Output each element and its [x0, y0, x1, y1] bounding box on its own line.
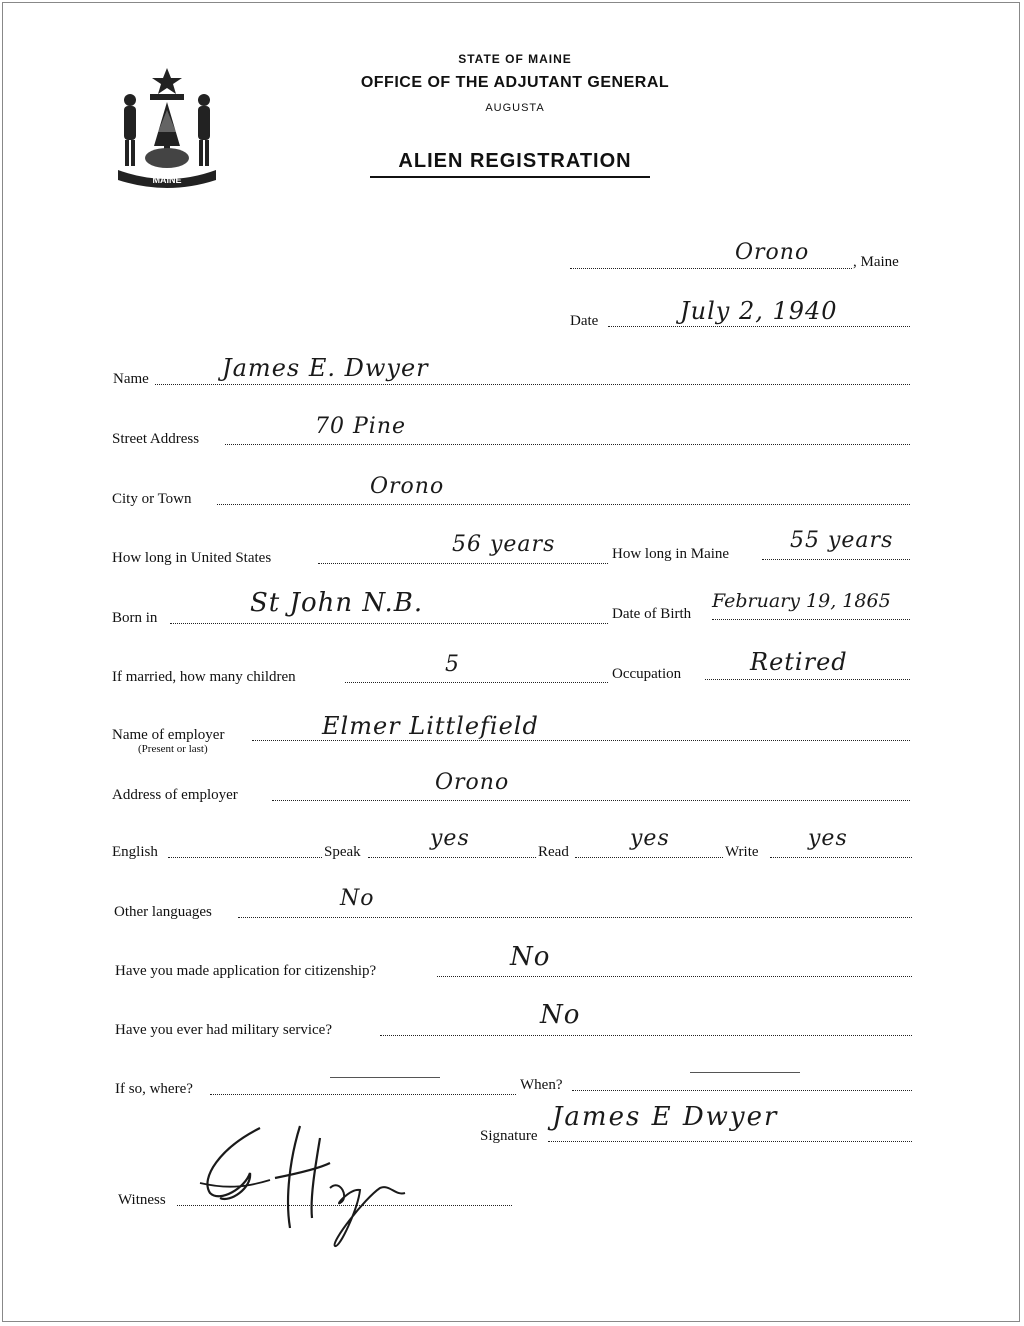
occupation-label: Occupation: [612, 666, 682, 682]
if-so-where-label: If so, where?: [115, 1081, 193, 1097]
children-label: If married, how many children: [112, 669, 296, 685]
header-city: AUGUSTA: [485, 102, 545, 114]
header-office: OFFICE OF THE ADJUTANT GENERAL: [360, 74, 670, 91]
military-label: Have you ever had military service?: [115, 1022, 332, 1038]
military-line: [380, 1035, 912, 1036]
city-value: Orono: [370, 474, 445, 499]
street-line: [225, 444, 910, 445]
witness-signature-icon: [190, 1118, 410, 1258]
employer-label: Name of employer: [112, 727, 225, 743]
signature-value: James E Dwyer: [552, 1102, 779, 1132]
english-label: English: [112, 844, 158, 860]
english-line: [168, 857, 322, 858]
dob-line: [712, 619, 910, 620]
date-value: July 2, 1940: [680, 297, 838, 325]
when-dash: [690, 1072, 800, 1073]
seal-text: MAINE: [152, 175, 182, 185]
born-in-label: Born in: [112, 610, 158, 626]
witness-label: Witness: [118, 1192, 166, 1208]
name-label: Name: [113, 371, 149, 387]
title-underline: [370, 176, 650, 178]
citizenship-label: Have you made application for citizenship?: [115, 963, 377, 979]
street-value: 70 Pine: [315, 414, 407, 439]
occupation-value: Retired: [750, 648, 848, 676]
header-state: STATE OF MAINE: [458, 52, 572, 66]
employer-address-line: [272, 800, 910, 801]
write-value: yes: [808, 826, 848, 851]
citizenship-value: No: [510, 942, 551, 972]
street-label: Street Address: [112, 431, 200, 447]
long-us-label: How long in United States: [112, 550, 272, 566]
other-languages-label: Other languages: [114, 904, 212, 920]
form-title: ALIEN REGISTRATION: [398, 150, 632, 172]
long-maine-label: How long in Maine: [612, 546, 730, 562]
military-value: No: [540, 1000, 581, 1030]
speak-label: Speak: [324, 844, 361, 860]
speak-line: [368, 857, 536, 858]
long-maine-line: [762, 559, 910, 560]
long-maine-value: 55 years: [790, 528, 894, 553]
dob-label: Date of Birth: [612, 606, 692, 622]
town-value: Orono: [735, 240, 810, 265]
dob-value: February 19, 1865: [712, 590, 891, 612]
employer-value: Elmer Littlefield: [322, 712, 539, 740]
born-in-line: [170, 623, 608, 624]
name-line: [155, 384, 910, 385]
town-line: [570, 268, 852, 269]
read-value: yes: [630, 826, 670, 851]
long-us-value: 56 years: [452, 532, 556, 557]
signature-label: Signature: [480, 1128, 538, 1144]
form-page: [2, 2, 1020, 1322]
citizenship-line: [437, 976, 912, 977]
city-line: [217, 504, 910, 505]
employer-address-value: Orono: [435, 770, 510, 795]
read-label: Read: [538, 844, 569, 860]
occupation-line: [705, 679, 910, 680]
when-label: When?: [520, 1077, 563, 1093]
long-us-line: [318, 563, 608, 564]
date-label: Date: [570, 313, 599, 329]
where-line: [210, 1094, 516, 1095]
maine-label: , Maine: [853, 254, 899, 270]
born-in-value: St John N.B.: [250, 588, 424, 618]
city-label: City or Town: [112, 491, 192, 507]
employer-line: [252, 740, 910, 741]
name-value: James E. Dwyer: [222, 354, 429, 382]
children-line: [345, 682, 608, 683]
maine-state-seal-icon: [112, 66, 222, 190]
date-line: [608, 326, 910, 327]
read-line: [575, 857, 723, 858]
where-dash: [330, 1077, 440, 1078]
write-line: [770, 857, 912, 858]
children-value: 5: [445, 652, 460, 677]
employer-sublabel: (Present or last): [138, 743, 208, 755]
other-languages-value: No: [340, 886, 375, 911]
speak-value: yes: [430, 826, 470, 851]
employer-address-label: Address of employer: [112, 787, 238, 803]
write-label: Write: [725, 844, 759, 860]
other-languages-line: [238, 917, 912, 918]
signature-line: [548, 1141, 912, 1142]
when-line: [572, 1090, 912, 1091]
